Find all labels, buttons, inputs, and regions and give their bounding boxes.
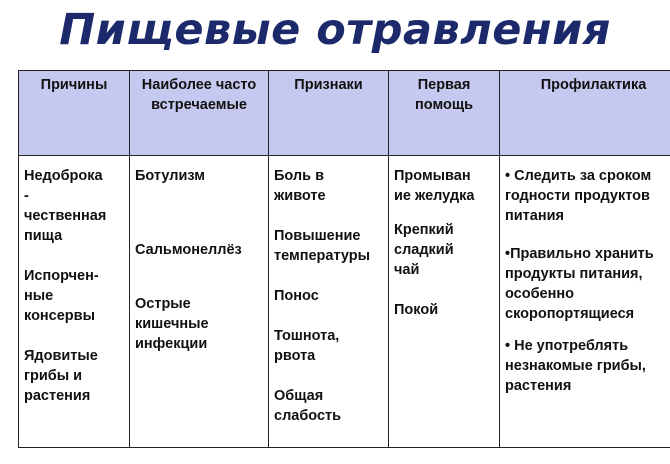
table-header-row [19,71,670,156]
cause-item: Недоброка - чественная пища [24,168,107,244]
cell-causes [19,156,130,448]
first-aid-item: Промыван ие желудка [394,168,475,204]
common-item: Ботулизм [135,168,205,184]
cell-first-aid [389,156,500,448]
sign-item: Боль в животе [274,168,326,204]
cell-common [130,156,269,448]
header-prevention: Профилактика [500,71,670,156]
header-first-aid: Первая помощь [389,71,500,156]
cell-prevention [500,156,670,448]
first-aid-item: Крепкий сладкий чай [394,222,454,278]
sign-item: Общая слабость [274,388,342,424]
sign-item: Повышение температуры [274,228,371,264]
header-causes: Причины [19,71,130,156]
prevention-item: • Следить за сроком годности продуктов питания [505,168,652,224]
cell-signs [269,156,389,448]
prevention-item: •Правильно хранить продукты питания, особенно скоропортящиеся [505,246,654,322]
sign-item: Понос [274,288,319,304]
cause-item: Ядовитые грибы и растения [24,348,98,404]
page-title: Пищевые отравления [59,5,611,55]
prevention-item: • Не употреблять незнакомые грибы, растения [505,338,646,394]
common-item: Сальмонеллёз [135,242,242,258]
header-common: Наиболее часто встречаемые [130,71,269,156]
common-item: Острые кишечные инфекции [135,296,209,352]
header-signs: Признаки [269,71,389,156]
cause-item: Испорчен- ные консервы [24,268,99,324]
food-poisoning-table [18,70,670,448]
sign-item: Тошнота, рвота [274,328,340,364]
first-aid-item: Покой [394,302,439,318]
table-row [19,156,670,448]
